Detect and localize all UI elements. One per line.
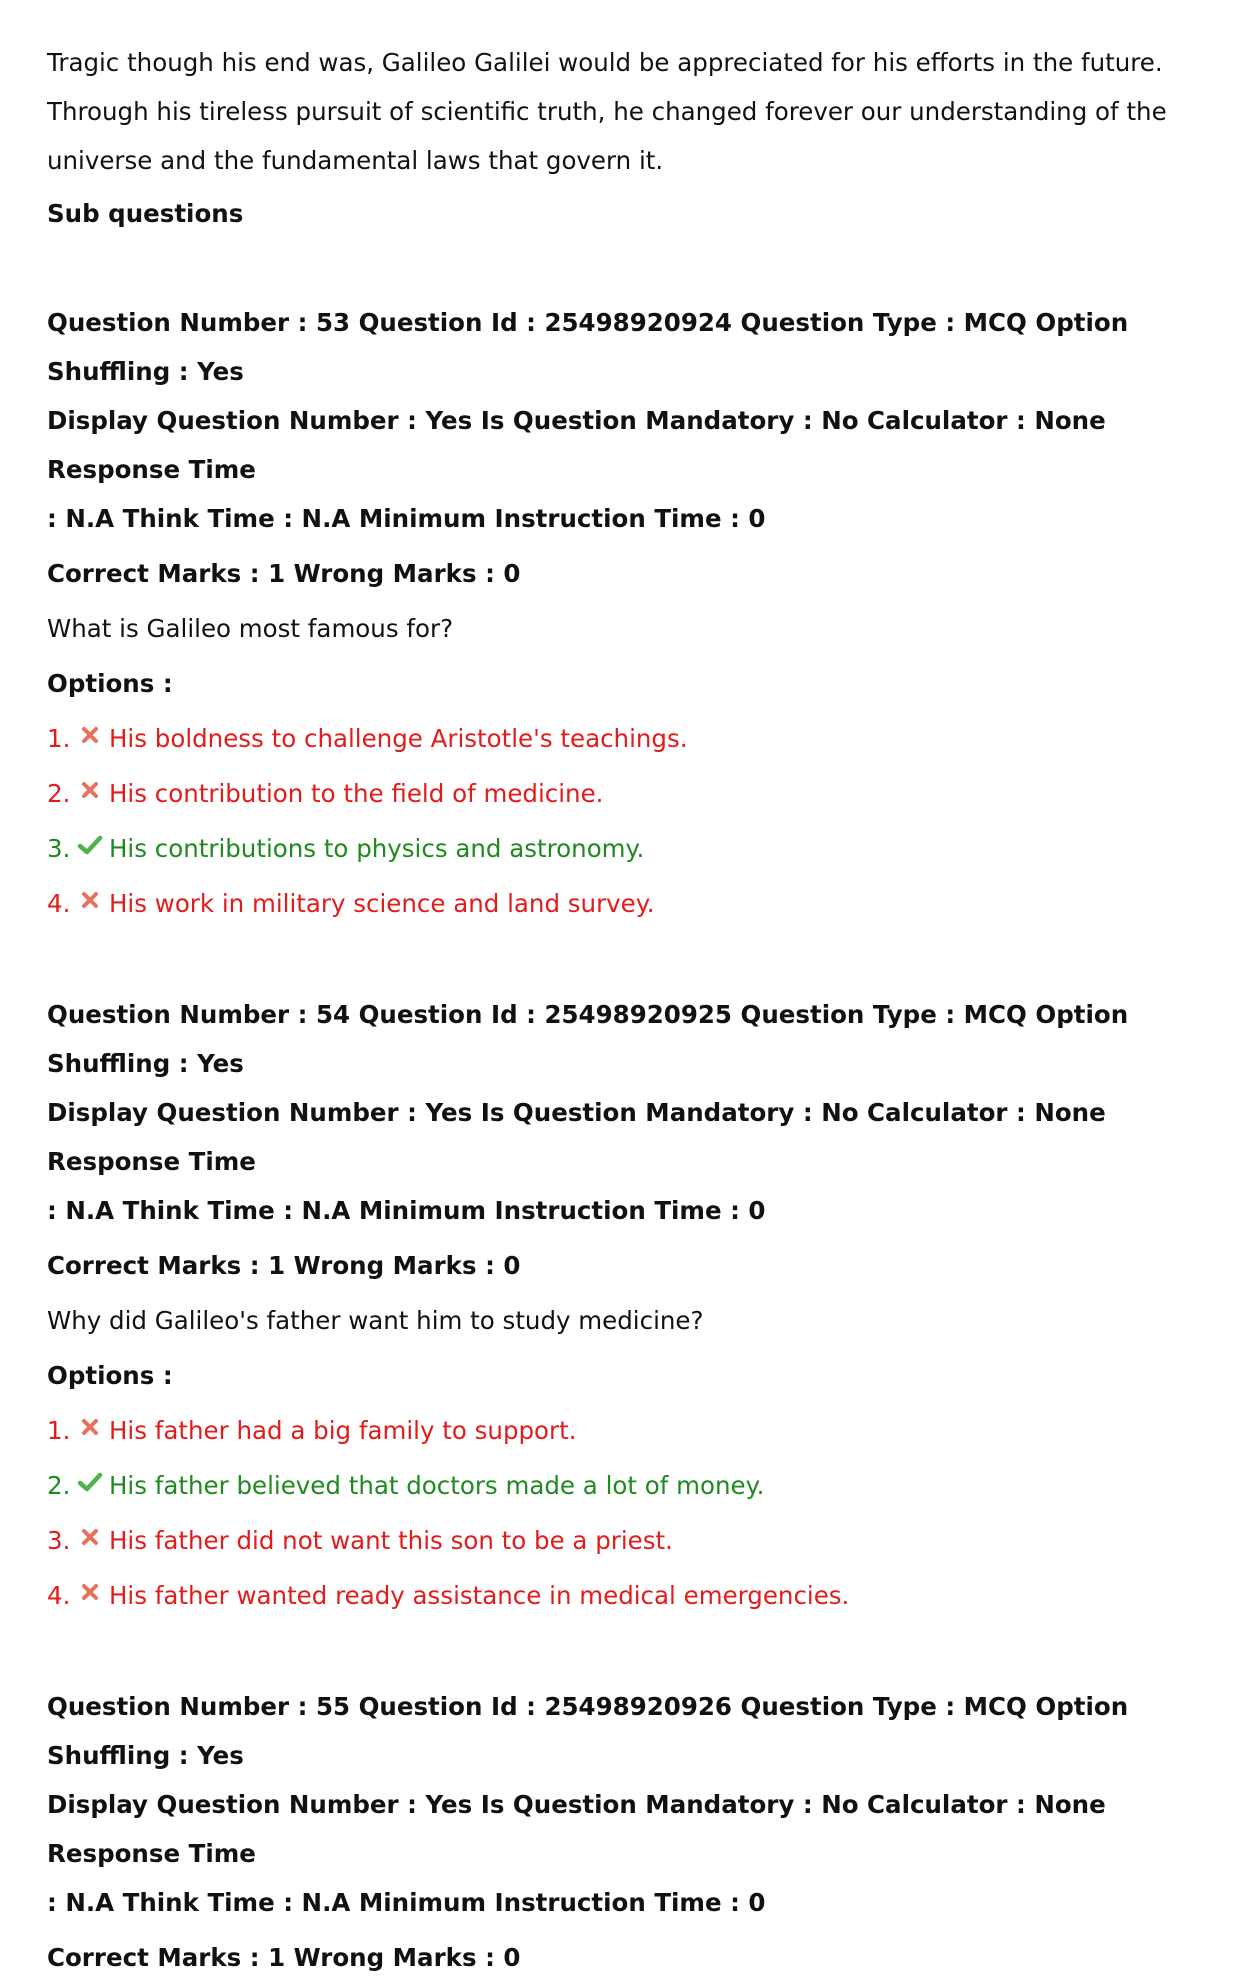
option-number: 3.: [47, 1526, 71, 1555]
question-meta: [47, 1682, 1207, 1927]
cross-icon: [75, 1412, 105, 1442]
option-number: 4.: [47, 1581, 71, 1610]
option-text: His boldness to challenge Aristotle's teachings.: [109, 724, 688, 753]
intro-line: Tragic though his end was, Galileo Galilei would be appreciated for his efforts in the future.: [47, 48, 1163, 77]
option-text: His father had a big family to support.: [109, 1416, 577, 1445]
option-text: His father did not want this son to be a priest.: [109, 1526, 673, 1555]
option-number: 1.: [47, 724, 71, 753]
meta-line: Question Number : 55 Question Id : 25498920926 Question Type : MCQ Option Shuffling : Yes: [47, 1692, 1129, 1770]
intro-paragraph: [47, 38, 1207, 185]
option-item: [47, 1406, 1207, 1455]
question-text: What is Galileo most famous for?: [47, 614, 454, 643]
option-item: [47, 769, 1207, 818]
options-label: Options :: [47, 1361, 173, 1390]
question-block-55: [47, 1682, 1207, 1982]
meta-line: : N.A Think Time : N.A Minimum Instruction Time : 0: [47, 1888, 766, 1917]
options-label: Options :: [47, 669, 173, 698]
question-text: Why did Galileo's father want him to study medicine?: [47, 1306, 704, 1335]
cross-icon: [75, 775, 105, 805]
question-meta: [47, 990, 1207, 1235]
option-text: His work in military science and land survey.: [109, 889, 655, 918]
cross-icon: [75, 720, 105, 750]
option-item: [47, 714, 1207, 763]
meta-line: Display Question Number : Yes Is Question Mandatory : No Calculator : None Response Time: [47, 1098, 1106, 1176]
option-item: [47, 879, 1207, 928]
option-number: 2.: [47, 1471, 71, 1500]
option-text: His father believed that doctors made a lot of money.: [109, 1471, 765, 1500]
option-number: 1.: [47, 1416, 71, 1445]
meta-line: : N.A Think Time : N.A Minimum Instruction Time : 0: [47, 504, 766, 533]
check-icon: [75, 830, 105, 860]
cross-icon: [75, 1522, 105, 1552]
document-page: [47, 38, 1207, 1982]
question-marks: Correct Marks : 1 Wrong Marks : 0: [47, 1943, 521, 1972]
meta-line: Display Question Number : Yes Is Question Mandatory : No Calculator : None Response Time: [47, 406, 1106, 484]
question-block-53: [47, 298, 1207, 928]
sub-questions-heading: Sub questions: [47, 199, 244, 228]
meta-line: Display Question Number : Yes Is Question Mandatory : No Calculator : None Response Time: [47, 1790, 1106, 1868]
meta-line: : N.A Think Time : N.A Minimum Instruction Time : 0: [47, 1196, 766, 1225]
question-marks: Correct Marks : 1 Wrong Marks : 0: [47, 1251, 521, 1280]
cross-icon: [75, 1577, 105, 1607]
option-item: [47, 1516, 1207, 1565]
option-number: 3.: [47, 834, 71, 863]
option-text: His contribution to the field of medicine.: [109, 779, 604, 808]
check-icon: [75, 1467, 105, 1497]
meta-line: Question Number : 53 Question Id : 25498920924 Question Type : MCQ Option Shuffling : Yes: [47, 308, 1129, 386]
intro-line: Through his tireless pursuit of scientific truth, he changed forever our understanding of the: [47, 97, 1167, 126]
question-marks: Correct Marks : 1 Wrong Marks : 0: [47, 559, 521, 588]
cross-icon: [75, 885, 105, 915]
option-item: [47, 1461, 1207, 1510]
question-block-54: [47, 990, 1207, 1620]
option-number: 4.: [47, 889, 71, 918]
question-meta: [47, 298, 1207, 543]
option-text: His contributions to physics and astronomy.: [109, 834, 645, 863]
option-item: [47, 824, 1207, 873]
option-item: [47, 1571, 1207, 1620]
option-number: 2.: [47, 779, 71, 808]
intro-line: universe and the fundamental laws that govern it.: [47, 146, 664, 175]
option-text: His father wanted ready assistance in medical emergencies.: [109, 1581, 850, 1610]
meta-line: Question Number : 54 Question Id : 25498920925 Question Type : MCQ Option Shuffling : Yes: [47, 1000, 1129, 1078]
